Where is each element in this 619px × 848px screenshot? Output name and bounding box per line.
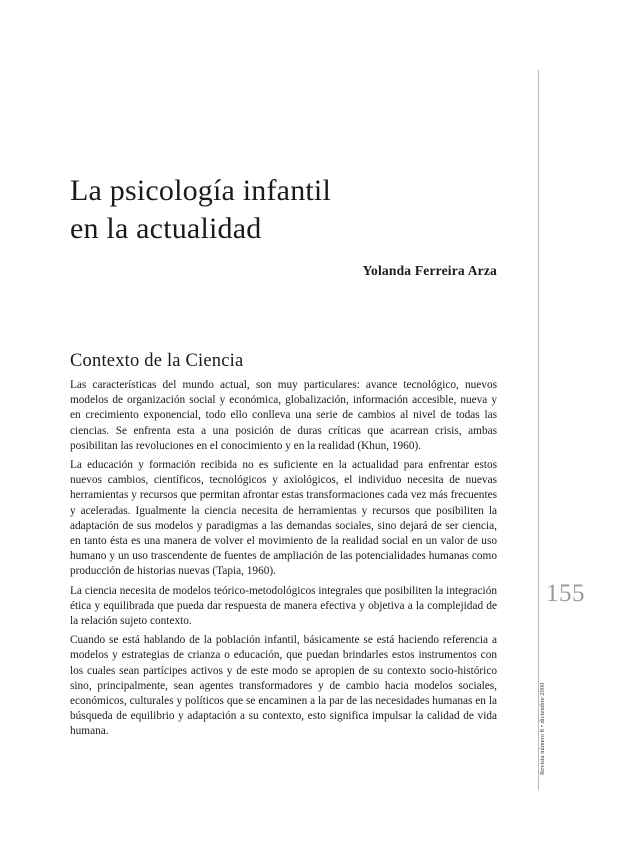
article-body (70, 378, 497, 744)
section-heading: Contexto de la Ciencia (70, 351, 244, 371)
page-number: 155 (546, 580, 585, 607)
author-name: Yolanda Ferreira Arza (362, 263, 497, 278)
paragraph-3: La ciencia necesita de modelos teórico-metodológicos integrales que posibiliten la integración ética y equilibrada que pueda dar respuesta de manera efectiva y objetiva a la complejidad de la relación sujeto contexto. (70, 584, 497, 628)
paragraph-4: Cuando se está hablando de la población infantil, básicamente se está haciendo referencia a modelos y estrategias de crianza o educación, que puedan brindarles estos instrumentos con los cuales sean partícipes activos y de este modo se apropien de su contexto socio-histórico sino, principalmente, sean agentes transformadores y de cambio hacia modelos sociales, económicos, culturales y políticos que se encaminen a la par de las necesidades humanas en la búsqueda de equilibrio y adaptación a su contexto, esto significa impulsar la calidad de vida humana. (70, 634, 497, 738)
journal-info-vertical: Revista número 8 • diciembre 2000 (539, 682, 546, 775)
paragraph-2: La educación y formación recibida no es suficiente en la actualidad para enfrentar estos nuevos cambios, científicos, tecnológicos y axiológicos, el individuo necesita de nuevas herramientas y recursos que permitan afrontar estas transformaciones cada vez más frecuentes y aceleradas. Igualmente la ciencia necesita de herramientas y recursos que posibiliten la adaptación de sus modelos y paradigmas a las demandas sociales, sino dejará de ser ciencia, en tanto ésta es una manera de volver el movimiento de la realidad social en un valor de uso humano y un uso trascendente de fuentes de ampliación de las potencialidades humanas como producción de historias nuevas (Tapia, 1960). (70, 459, 497, 578)
title-line-2: en la actualidad (70, 212, 262, 245)
article-title (70, 172, 510, 248)
paragraph-1: Las características del mundo actual, son muy particulares: avance tecnológico, nuevos modelos de organización social y económica, globalización, información accesible, nueva y en crecimiento exponencial, todo ello conlleva una serie de cambios al nivel de todas las ciencias. Se enfrenta esta a una posición de duras críticas que acarrean crisis, ambas posibilitan las revoluciones en el conocimiento y en la realidad (Khun, 1960). (70, 379, 497, 452)
title-line-1: La psicología infantil (70, 174, 331, 207)
